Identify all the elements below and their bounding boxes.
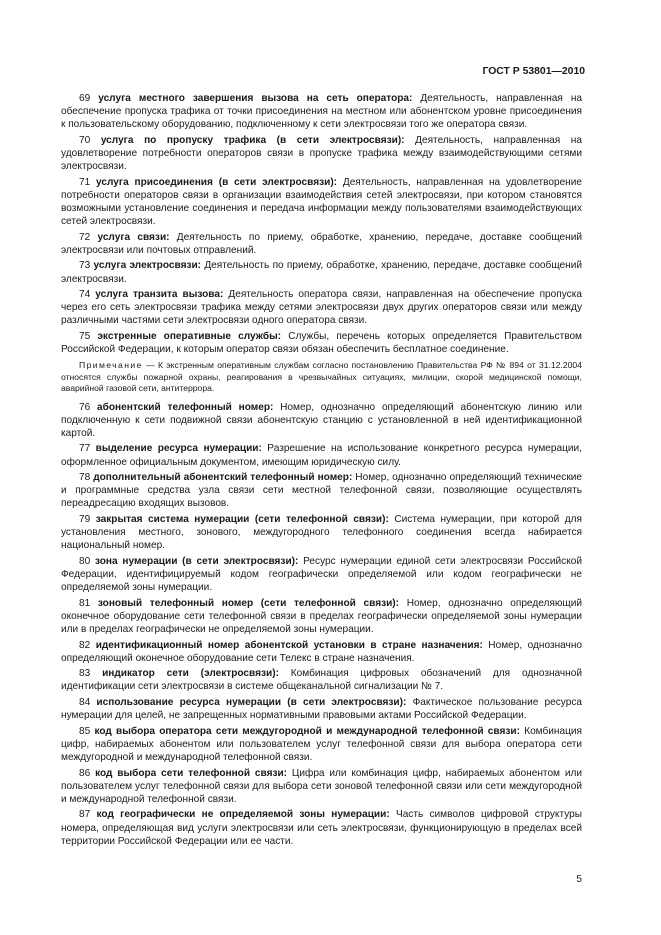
document-header: ГОСТ Р 53801—2010 [482, 66, 585, 77]
entry-number: 77 [79, 443, 91, 455]
entry-number: 75 [79, 331, 91, 342]
entry-definition: Деятельность, направленная на обеспечение пропуска трафика от точки присоединения на местном или абонентском уровне присоединения к пользовательскому оборудованию, подключенному к сети электросвязи того же оператора связи. [61, 93, 583, 131]
term-entry [61, 597, 582, 636]
entry-term: идентификационный номер абонентской установки в стране назначения: [95, 639, 483, 651]
term-entry [61, 725, 582, 764]
entry-definition: Номер, однозначно определяющий абонентскую линию или подключенную к сети подвижной связи абонентскую станцию с установленной в ней идентификационной картой. [61, 401, 582, 439]
term-entry [61, 442, 582, 468]
entry-number: 69 [79, 93, 91, 104]
entry-number: 81 [79, 597, 91, 609]
entry-definition: Номер, однозначно определяющий оконечное оборудование сети Телекс в стране назначения. [61, 639, 583, 664]
entry-term: код выбора оператора сети междугородной и международной телефонной связи: [94, 725, 520, 737]
entry-number: 74 [79, 289, 91, 301]
term-list-1 [61, 92, 582, 356]
term-entry [61, 767, 582, 806]
term-entry [61, 231, 582, 257]
entry-definition: Номер, однозначно определяющий технические и программные средства узла связи сети местной телефонной связи, позволяющие осуществлять переадресацию входящих вызовов. [61, 472, 582, 510]
entry-number: 73 [79, 260, 91, 272]
entry-term: зона нумерации (в сети электросвязи): [94, 555, 299, 567]
entry-definition: Деятельность по приему, обработке, хранению, передаче, доставке сообщений электросвязи. [61, 260, 582, 285]
term-entry [61, 513, 582, 552]
note-text: — К экстренным оперативным службам согласно постановлению Правительства РФ № 894 от 31.12.2004 относятся службы пожарной охраны, реагирования в чрезвычайных ситуациях, милиции, скорой медицинской помощи, аварийной газовой сети, антитеррора. [61, 360, 582, 394]
entry-term: услуга электросвязи: [93, 260, 202, 272]
entry-term: экстренные оперативные службы: [97, 331, 282, 342]
entry-number: 83 [79, 668, 91, 680]
entry-term: дополнительный абонентский телефонный номер: [93, 472, 353, 484]
entry-number: 86 [79, 767, 91, 779]
term-entry [61, 330, 582, 356]
note-block [61, 360, 582, 394]
entry-number: 76 [79, 401, 91, 413]
entry-term: зоновый телефонный номер (сети телефонной связи): [97, 597, 400, 609]
entry-term: код выбора сети телефонной связи: [95, 767, 288, 779]
entry-term: услуга транзита вызова: [95, 289, 224, 301]
entry-definition: Деятельность оператора связи, направленная на обеспечение пропуска через его сеть электросвязи трафика между сетями электросвязи двух других операторов связи или между различными частями сети электросвязи одного оператора связи. [61, 289, 582, 327]
term-entry [61, 176, 582, 229]
document-body [61, 92, 582, 850]
entry-number: 71 [79, 176, 91, 188]
term-entry [61, 288, 582, 327]
note-label: Примечание [79, 360, 143, 371]
term-entry [61, 667, 582, 693]
entry-definition: Ресурс нумерации единой сети электросвязи Российской Федерации, идентифицируемый кодом географически определяемой или кодом географически не определяемой зоны нумерации. [61, 555, 583, 594]
entry-number: 87 [79, 809, 91, 821]
entry-number: 82 [79, 639, 91, 651]
entry-number: 84 [79, 696, 91, 708]
entry-term: услуга местного завершения вызова на сеть оператора: [98, 93, 413, 104]
entry-definition: Фактическое пользование ресурса нумерации для целей, не запрещенных нормативными правовыми актами Российской Федерации. [61, 696, 582, 722]
entry-number: 70 [79, 134, 91, 146]
term-entry [61, 401, 582, 440]
entry-number: 78 [79, 472, 91, 484]
entry-number: 80 [79, 555, 91, 567]
entry-number: 72 [79, 231, 91, 243]
entry-definition: Цифра или комбинация цифр, набираемых абонентом или пользователем услуг телефонной связи для выбора сети зоновой телефонной связи или сети междугородной и международной телефонной связи. [61, 767, 582, 805]
term-entry [61, 639, 582, 665]
entry-term: выделение ресурса нумерации: [95, 443, 262, 455]
entry-definition: Службы, перечень которых определяется Правительством Российской Федерации, к которым оператор связи обязан обеспечить бесплатное соединение. [61, 331, 582, 356]
entry-definition: Часть символов цифровой структуры номера, определяющая вид услуги электросвязи или сеть электросвязи, функционирующую в пределах всей территории Российской Федерации или ее части. [61, 809, 582, 847]
term-entry [61, 696, 582, 722]
term-entry [61, 555, 582, 594]
entry-term: код географически не определяемой зоны нумерации: [96, 809, 390, 821]
entry-number: 79 [79, 513, 91, 525]
term-entry [61, 92, 582, 131]
page-number: 5 [576, 874, 582, 885]
term-entry [61, 259, 582, 285]
entry-term: услуга связи: [97, 231, 170, 243]
entry-definition: Деятельность, направленная на удовлетворение потребности операторов связи в организации взаимодействия сетей электросвязи, при котором становятся возможными установление соединения и передача информации между пользователями взаимодействующих сетей электросвязи. [61, 176, 583, 228]
term-entry [61, 134, 582, 173]
entry-term: услуга присоединения (в сети электросвязи): [96, 176, 338, 188]
entry-term: абонентский телефонный номер: [97, 401, 274, 413]
entry-definition: Номер, однозначно определяющий оконечное оборудование сети телефонной связи в пределах географически определяемой зоны нумерации или в пределах географически не определяемой зоны нумерации. [61, 597, 583, 635]
entry-definition: Комбинация цифр, набираемых абонентом или пользователем услуг телефонной связи для выбора оператора сети междугородной и международной телефонной связи. [61, 725, 582, 763]
entry-number: 85 [79, 725, 91, 737]
entry-definition: Система нумерации, при которой для установления местного, зонового, междугородного телефонного соединения всегда набирается национальный номер. [61, 513, 582, 552]
entry-term: индикатор сети (электросвязи): [102, 668, 279, 680]
entry-definition: Разрешение на использование конкретного ресурса нумерации, оформленное официальным документом, имеющим юридическую силу. [61, 443, 582, 468]
term-list-2 [61, 401, 582, 848]
entry-term: закрытая система нумерации (сети телефонной связи): [95, 513, 389, 525]
term-entry [61, 808, 582, 847]
entry-definition: Деятельность, направленная на удовлетворение потребности операторов связи в пропуске трафика между взаимодействующими сетями электросвязи. [61, 134, 582, 173]
entry-term: услуга по пропуску трафика (в сети электросвязи): [100, 134, 405, 146]
term-entry [61, 471, 582, 510]
entry-definition: Комбинация цифровых обозначений для однозначной идентификации сети электросвязи в системе общеканальной сигнализации № 7. [61, 668, 582, 693]
entry-term: использование ресурса нумерации (в сети электросвязи): [96, 696, 407, 708]
entry-definition: Деятельность по приему, обработке, хранению, передаче, доставке сообщений электросвязи или почтовых отправлений. [61, 231, 582, 256]
